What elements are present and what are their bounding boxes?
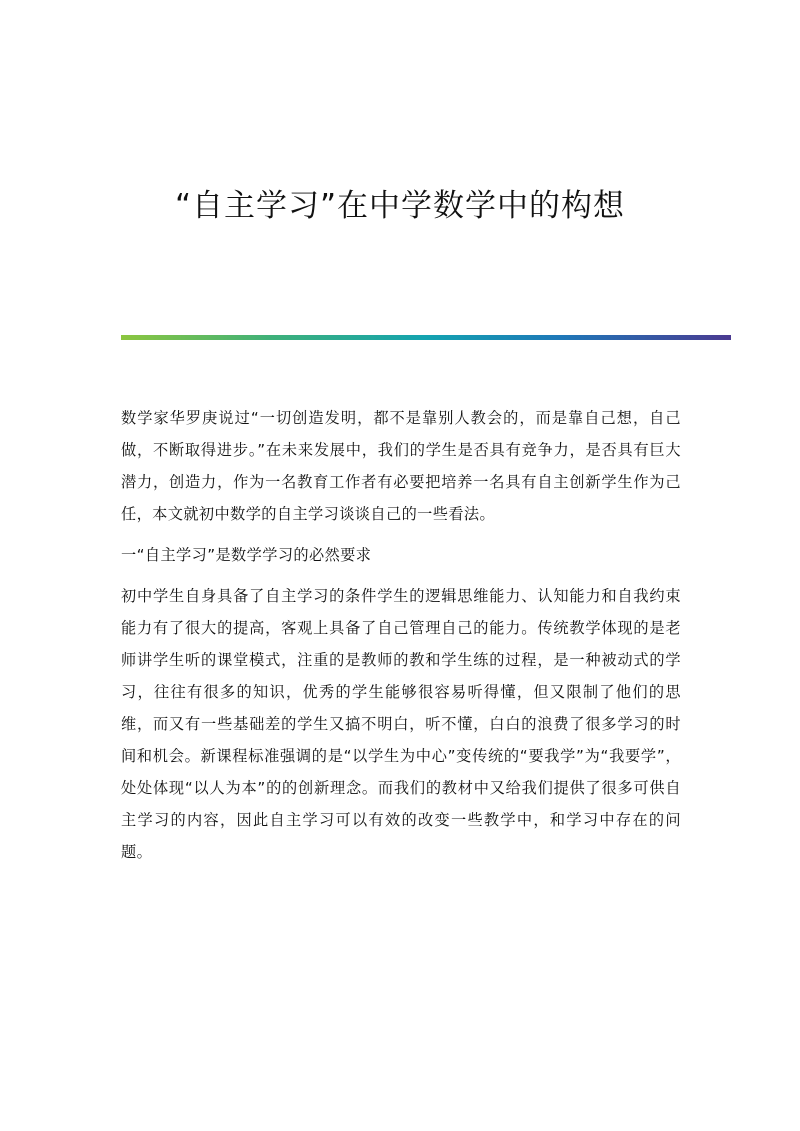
intro-paragraph: 数学家华罗庚说过“一切创造发明，都不是靠别人教会的，而是靠自己想，自己做，不断取得进步。”在未来发展中，我们的学生是否具有竞争力，是否具有巨大潜力，创造力，作为一名教育工作者有必要把培养一名具有自主创新学生作为己任，本文就初中数学的自主学习谈谈自己的一些看法。: [121, 409, 681, 523]
section-paragraph: 初中学生自身具备了自主学习的条件学生的逻辑思维能力、认知能力和自我约束能力有了很大的提高，客观上具备了自己管理自己的能力。传统教学体现的是老师讲学生听的课堂模式，注重的是教师的教和学生练的过程，是一种被动式的学习，往往有很多的知识，优秀的学生能够很容易听得懂，但又限制了他们的思维，而又有一些基础差的学生又搞不明白，听不懂，白白的浪费了很多学习的时间和机会。新课程标准强调的是“以学生为中心”变传统的“要我学”为“我要学”，处处体现“以人为本”的的创新理念。而我们的教材中又给我们提供了很多可供自主学习的内容，因此自主学习可以有效的改变一些教学中，和学习中存在的问题。: [121, 587, 681, 861]
document-title: “自主学习”在中学数学中的构想: [174, 188, 626, 224]
section-heading: 一“自主学习”是数学学习的必然要求: [121, 546, 372, 564]
document-body: [121, 402, 681, 868]
title-divider: [121, 335, 731, 340]
